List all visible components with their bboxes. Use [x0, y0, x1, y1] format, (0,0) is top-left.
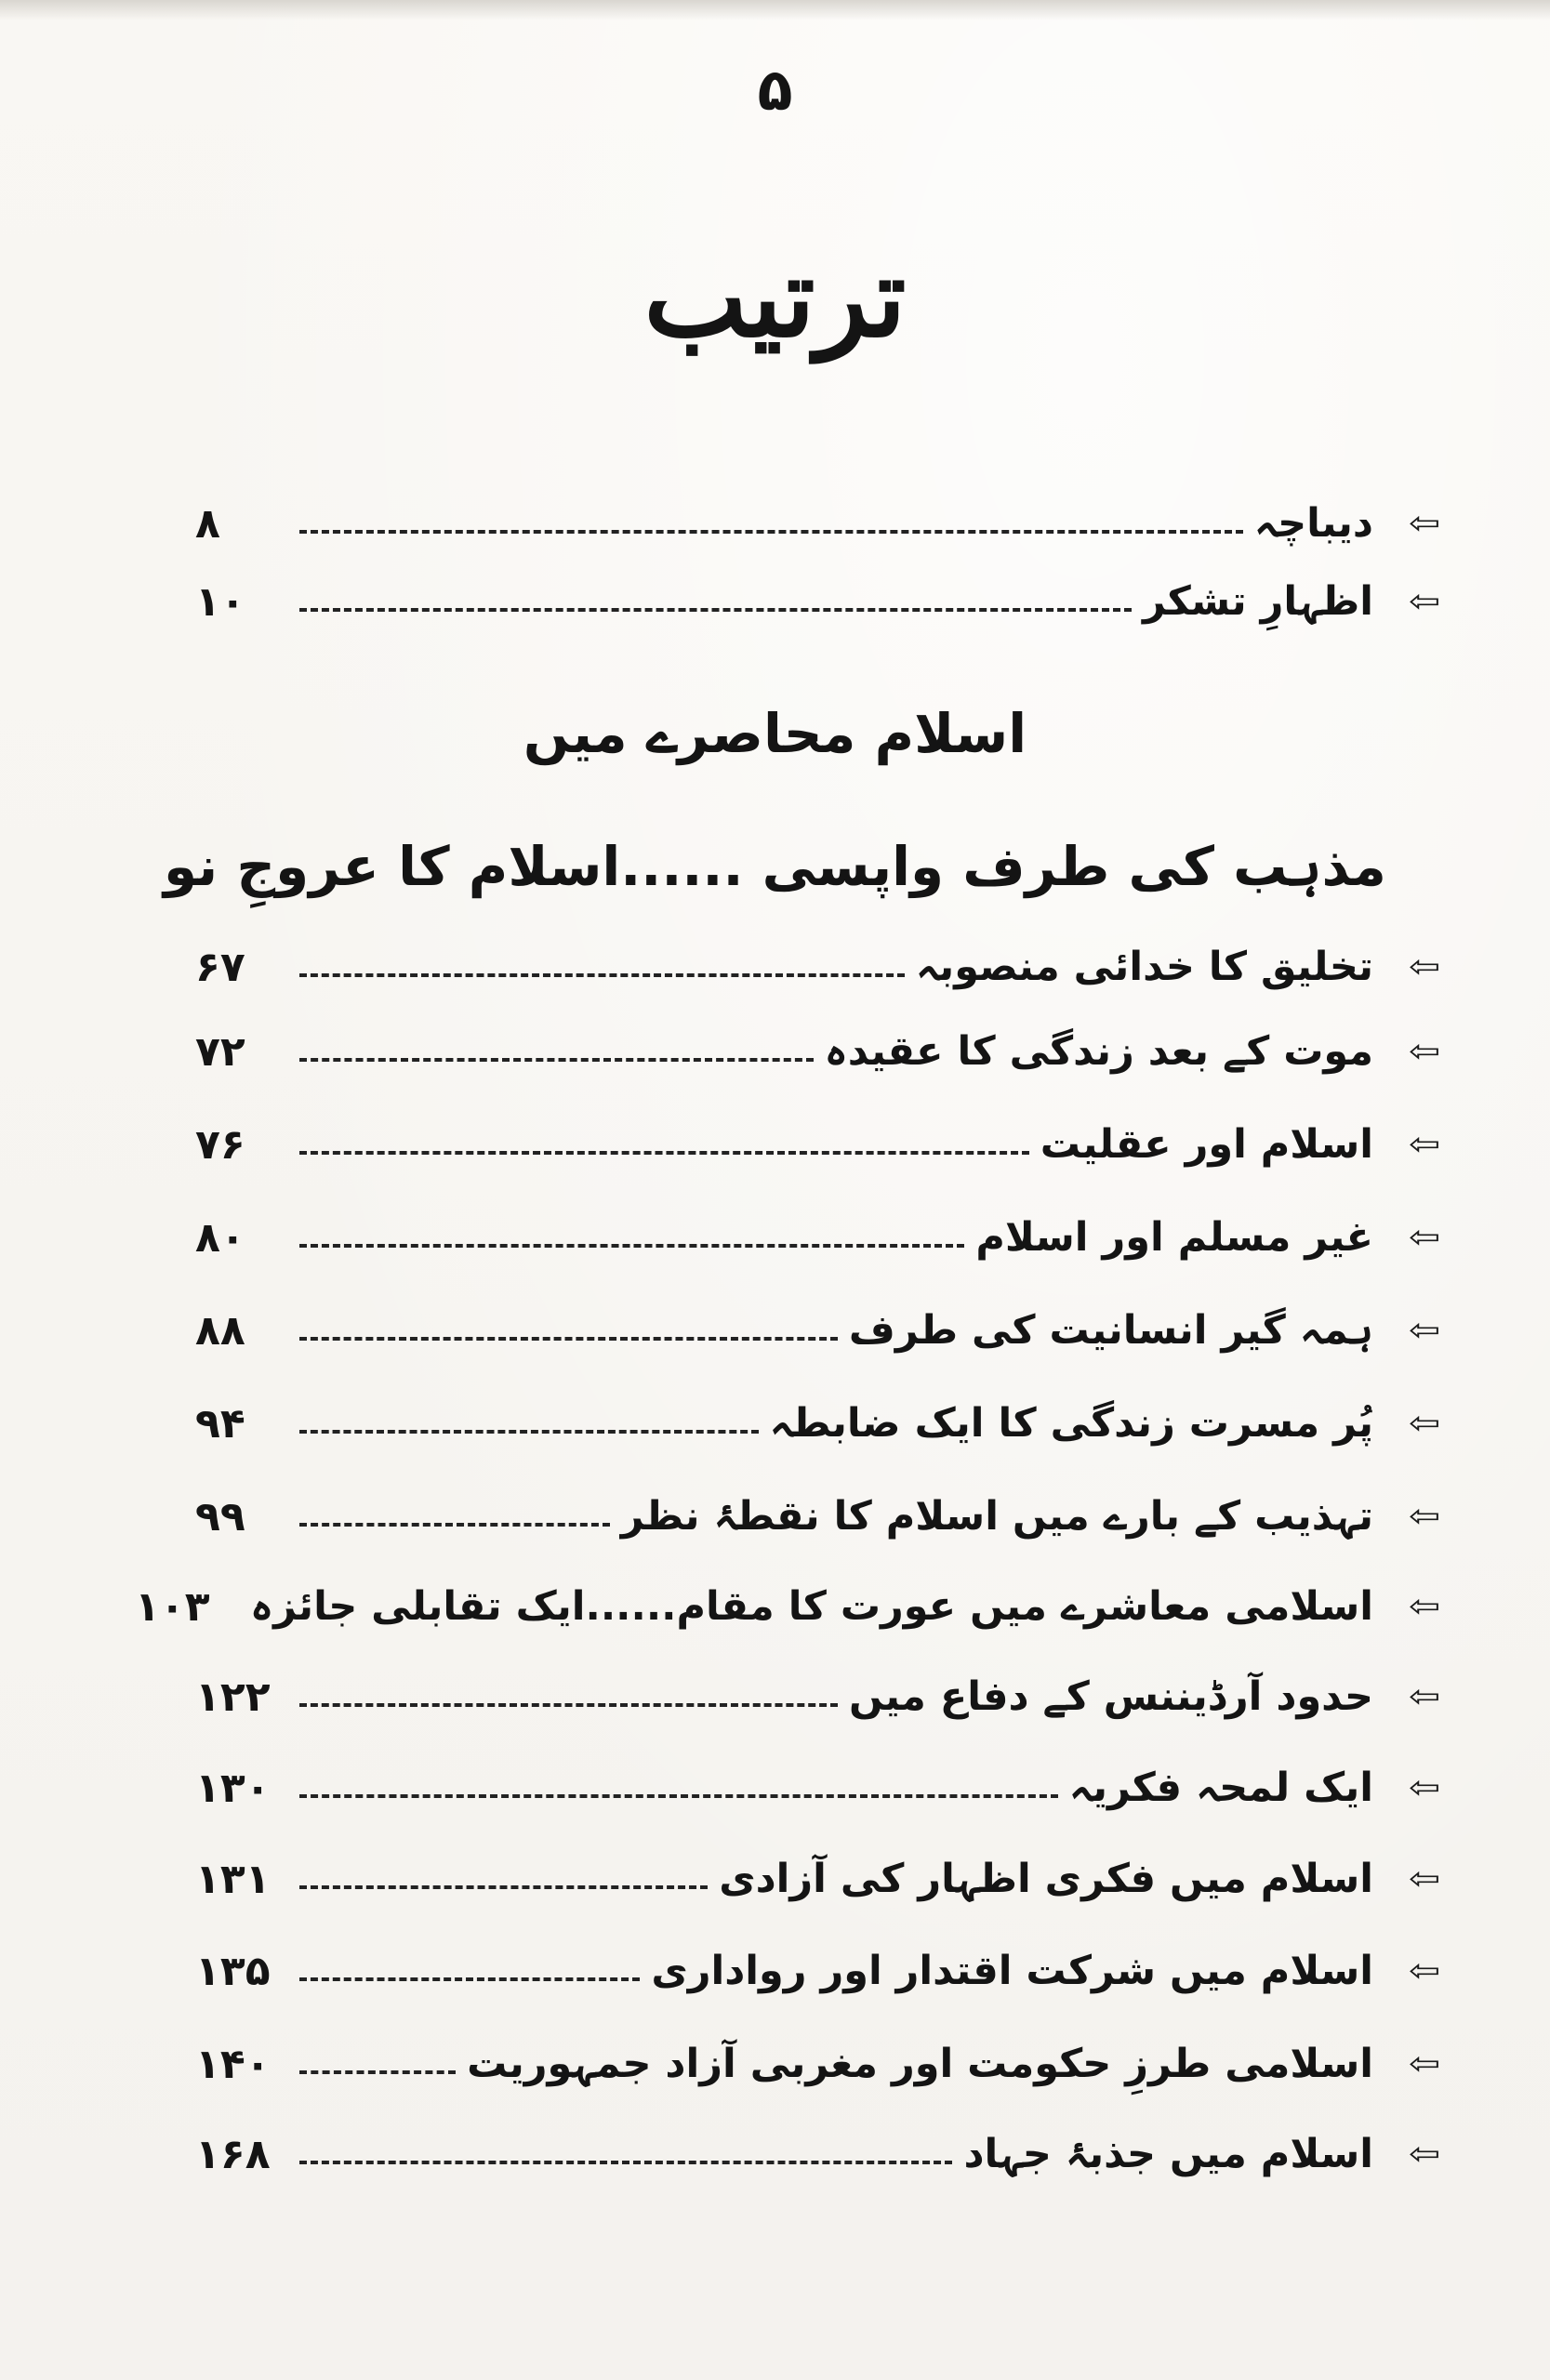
dotted-leader: [299, 1151, 1029, 1155]
section-heading: اسلام محاصرے میں: [523, 702, 1027, 765]
toc-entry[interactable]: [195, 1391, 1448, 1456]
toc-entry[interactable]: [134, 1574, 1448, 1639]
toc-entry-title: اسلام میں جذبۂ جہاد: [963, 2131, 1373, 2177]
toc-entry-title: حدود آرڈیننس کے دفاع میں: [849, 1673, 1373, 1720]
toc-entry-title: اسلام میں شرکت اقتدار اور رواداری: [651, 1948, 1373, 1994]
toc-entry-title: دیباچہ: [1253, 500, 1373, 547]
arrow-left-outline-icon: ⇦: [1408, 583, 1441, 620]
arrow-left-outline-icon: ⇦: [1408, 505, 1441, 542]
toc-entry-page: ۱۲۲: [195, 1673, 271, 1721]
toc-entry[interactable]: [195, 1019, 1448, 1084]
arrow-left-outline-icon: ⇦: [1408, 1126, 1441, 1163]
toc-entry-page: ۱۳۰: [195, 1764, 271, 1812]
toc-entry-title: اظہارِ تشکر: [1143, 578, 1373, 625]
arrow-left-outline-icon: ⇦: [1408, 1219, 1441, 1256]
toc-entry-page: ۸: [195, 499, 220, 548]
toc-entry-title: تہذیب کے بارے میں اسلام کا نقطۂ نظر: [620, 1493, 1373, 1540]
toc-entry-page: ۸۸: [195, 1306, 245, 1355]
toc-entry[interactable]: [195, 2122, 1448, 2187]
toc-entry[interactable]: [195, 1298, 1448, 1363]
toc-entry[interactable]: [195, 1112, 1448, 1177]
dotted-leader: [299, 1977, 640, 1981]
toc-entry[interactable]: [195, 1484, 1448, 1549]
toc-entry-page: ۶۷: [195, 943, 245, 991]
dotted-leader: [299, 973, 905, 977]
toc-entry-title: تخلیق کا خدائی منصوبہ: [915, 944, 1373, 990]
dotted-leader: [299, 1244, 964, 1248]
toc-entry-page: ۷۶: [195, 1120, 245, 1169]
toc-entry-page: ۱۳۱: [195, 1855, 271, 1903]
arrow-left-outline-icon: ⇦: [1408, 1312, 1441, 1349]
arrow-left-outline-icon: ⇦: [1408, 1952, 1441, 1990]
toc-entry[interactable]: [195, 2031, 1448, 2096]
toc-entry-page: ۱۰: [195, 577, 245, 626]
table-of-contents-section: [134, 0, 1448, 2380]
arrow-left-outline-icon: ⇦: [1408, 1405, 1441, 1442]
dotted-leader: [299, 1703, 838, 1707]
toc-entry[interactable]: [195, 1846, 1448, 1911]
dotted-leader: [299, 1058, 814, 1062]
toc-entry[interactable]: [195, 1938, 1448, 2003]
toc-entry-title: ہمہ گیر انسانیت کی طرف: [848, 1307, 1373, 1354]
toc-entry-title: اسلامی طرزِ حکومت اور مغربی آزاد جمہوریت: [467, 2041, 1373, 2087]
toc-entry-title: اسلام اور عقلیت: [1040, 1121, 1373, 1168]
toc-entry-page: ۱۰۳: [134, 1582, 210, 1631]
toc-entry-title: اسلامی معاشرے میں عورت کا مقام......ایک تقابلی جائزہ: [249, 1583, 1373, 1630]
dotted-leader: [299, 1885, 708, 1889]
toc-entry[interactable]: [195, 1755, 1448, 1820]
toc-entry[interactable]: [195, 1205, 1448, 1270]
toc-entry-title: ایک لمحہ فکریہ: [1068, 1765, 1373, 1811]
toc-entry-page: ۱۴۰: [195, 2040, 271, 2088]
toc-entry-title: اسلام میں فکری اظہار کی آزادی: [719, 1856, 1373, 1902]
toc-entry-title: غیر مسلم اور اسلام: [975, 1214, 1373, 1261]
dotted-leader: [299, 1794, 1058, 1798]
toc-entry[interactable]: [195, 1664, 1448, 1729]
arrow-left-outline-icon: ⇦: [1408, 1033, 1441, 1070]
page-title: ترتیب: [643, 232, 907, 362]
section-heading: مذہب کی طرف واپسی ......اسلام کا عروجِ نو: [164, 835, 1386, 898]
dotted-leader: [299, 1337, 838, 1341]
arrow-left-outline-icon: ⇦: [1408, 1588, 1441, 1625]
page-number: ۵: [757, 56, 793, 124]
toc-entry-page: ۱۳۵: [195, 1947, 271, 1995]
dotted-leader: [299, 1430, 759, 1434]
arrow-left-outline-icon: ⇦: [1408, 1678, 1441, 1715]
arrow-left-outline-icon: ⇦: [1408, 2045, 1441, 2082]
dotted-leader: [299, 2070, 456, 2074]
dotted-leader: [299, 1523, 610, 1527]
toc-entry-page: ۹۹: [195, 1492, 245, 1540]
arrow-left-outline-icon: ⇦: [1408, 948, 1441, 985]
toc-entry-title: موت کے بعد زندگی کا عقیدہ: [824, 1028, 1373, 1075]
arrow-left-outline-icon: ⇦: [1408, 2135, 1441, 2173]
toc-entry-title: پُر مسرت زندگی کا ایک ضابطہ: [769, 1400, 1373, 1447]
toc-entry-page: ۸۰: [195, 1213, 245, 1262]
toc-entry-page: ۹۴: [195, 1399, 245, 1448]
toc-entry-page: ۷۲: [195, 1027, 245, 1076]
arrow-left-outline-icon: ⇦: [1408, 1769, 1441, 1806]
dotted-leader: [299, 2161, 952, 2164]
arrow-left-outline-icon: ⇦: [1408, 1498, 1441, 1535]
toc-entry-page: ۱۶۸: [195, 2130, 271, 2178]
arrow-left-outline-icon: ⇦: [1408, 1860, 1441, 1897]
toc-entry[interactable]: [195, 934, 1448, 999]
